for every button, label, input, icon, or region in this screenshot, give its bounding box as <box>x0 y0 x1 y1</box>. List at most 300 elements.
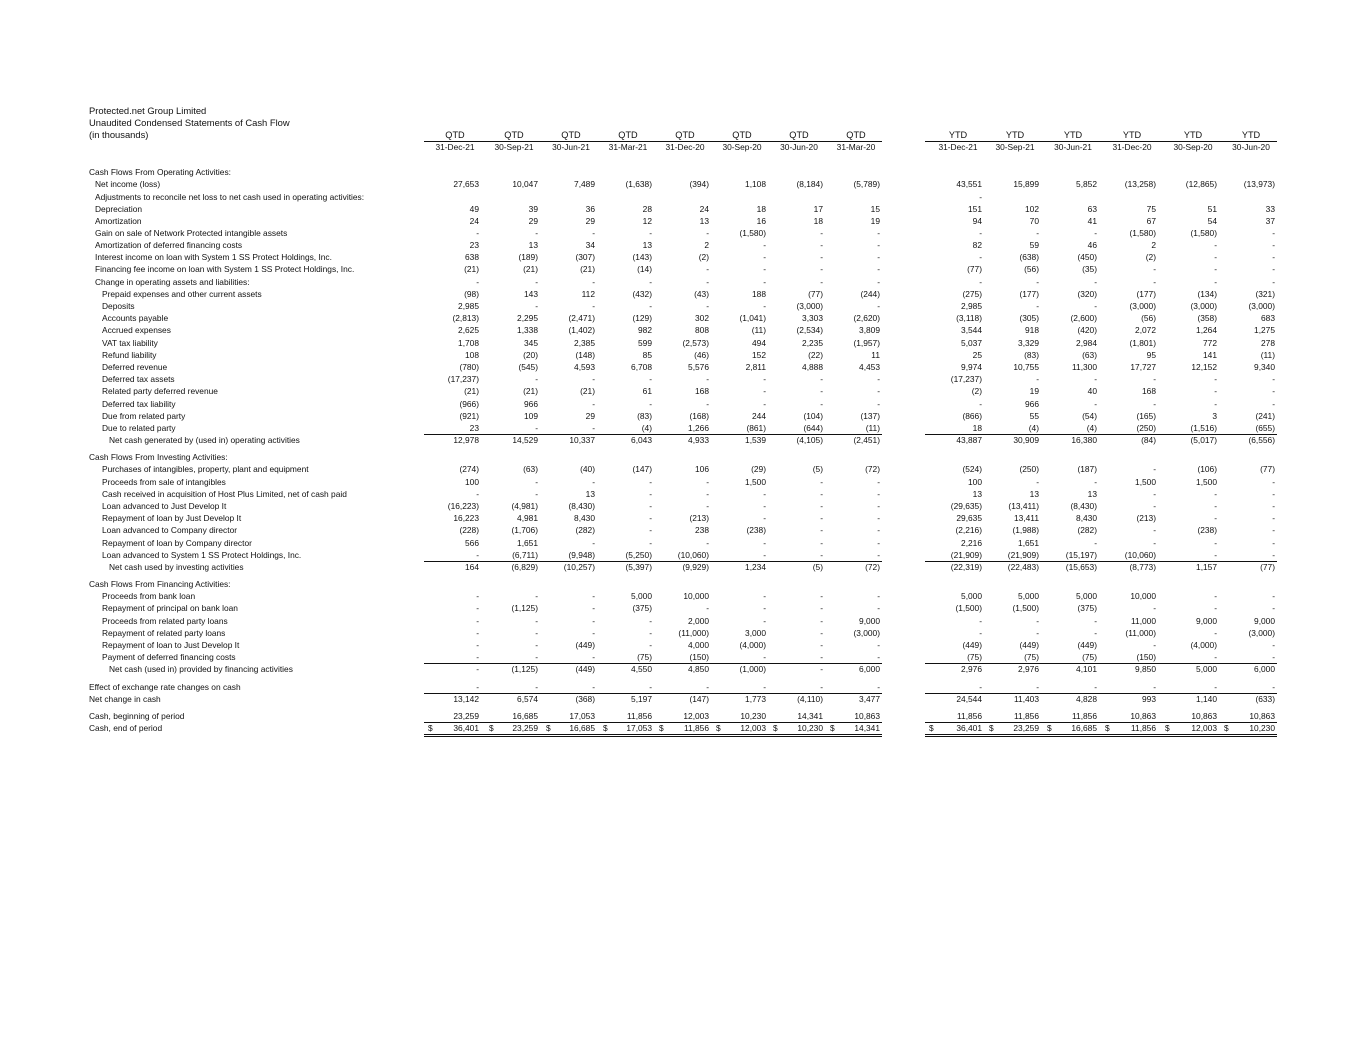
ytd-value: - <box>1272 640 1275 650</box>
ytd-value: 9,000 <box>1196 616 1217 626</box>
ytd-value: 33 <box>1265 204 1275 214</box>
ytd-value: - <box>1153 538 1156 548</box>
row-label: Payment of deferred financing costs <box>102 652 236 662</box>
qtd-value: (545) <box>518 362 538 372</box>
qtd-value: 10,337 <box>569 435 595 445</box>
qtd-value: - <box>706 489 709 499</box>
units-note: (in thousands) <box>89 129 149 140</box>
currency-symbol: $ <box>989 723 994 733</box>
qtd-value: 14,529 <box>512 435 538 445</box>
qtd-value: - <box>476 664 479 674</box>
ytd-value: 2 <box>1151 240 1156 250</box>
ytd-value: - <box>1094 399 1097 409</box>
qtd-value: (921) <box>459 411 479 421</box>
qtd-value: - <box>535 652 538 662</box>
ytd-value: 30,909 <box>1013 435 1039 445</box>
qtd-value: - <box>535 301 538 311</box>
ytd-value: (3,000) <box>1248 301 1275 311</box>
qtd-value: - <box>763 240 766 250</box>
qtd-value: - <box>877 264 880 274</box>
ytd-value: - <box>1272 682 1275 692</box>
qtd-value: - <box>649 399 652 409</box>
row-label: Repayment of principal on bank loan <box>102 603 238 613</box>
qtd-value: - <box>592 603 595 613</box>
qtd-value: 2,235 <box>802 338 823 348</box>
ytd-value: - <box>1272 228 1275 238</box>
ytd-value: (13,258) <box>1124 179 1156 189</box>
qtd-value: 3,477 <box>859 694 880 704</box>
currency-symbol: $ <box>1165 723 1170 733</box>
ytd-value: - <box>1272 264 1275 274</box>
ytd-value: (177) <box>1136 289 1156 299</box>
qtd-value: (780) <box>459 362 479 372</box>
ytd-value: - <box>1153 525 1156 535</box>
qtd-value: (213) <box>689 513 709 523</box>
ytd-value: 918 <box>1025 325 1039 335</box>
qtd-value: 12,978 <box>453 435 479 445</box>
qtd-value: - <box>763 489 766 499</box>
ytd-value: (4,000) <box>1190 640 1217 650</box>
qtd-value: - <box>877 603 880 613</box>
ytd-value: (54) <box>1082 411 1097 421</box>
total-rule-qtd <box>424 734 882 735</box>
ytd-value: - <box>1094 301 1097 311</box>
qtd-value: (282) <box>575 525 595 535</box>
qtd-value: 1,708 <box>458 338 479 348</box>
ytd-value: 11,856 <box>1131 723 1156 733</box>
row-label: Change in operating assets and liabilities: <box>95 277 250 287</box>
qtd-value: - <box>706 228 709 238</box>
qtd-value: 17,053 <box>569 711 595 721</box>
ytd-value: 25 <box>972 350 982 360</box>
ytd-value: 24,544 <box>956 694 982 704</box>
ytd-value: 1,500 <box>1196 477 1217 487</box>
qtd-value: (137) <box>860 411 880 421</box>
qtd-value: - <box>877 228 880 238</box>
ytd-value: (4) <box>1086 423 1097 433</box>
ytd-value: - <box>1272 591 1275 601</box>
qtd-value: 24 <box>699 204 709 214</box>
ytd-value: - <box>1094 628 1097 638</box>
row-label: Due to related party <box>102 423 176 433</box>
ytd-value: 13 <box>1029 489 1039 499</box>
qtd-value: 36 <box>585 204 595 214</box>
qtd-value: - <box>763 301 766 311</box>
row-label: Amortization of deferred financing costs <box>95 240 243 250</box>
ytd-value: - <box>1272 501 1275 511</box>
qtd-value: - <box>535 682 538 692</box>
qtd-value: 6,574 <box>517 694 538 704</box>
ytd-value: - <box>1214 603 1217 613</box>
ytd-value: - <box>1272 240 1275 250</box>
qtd-value: - <box>763 603 766 613</box>
ytd-value: (358) <box>1197 313 1217 323</box>
qtd-value: - <box>706 399 709 409</box>
qtd-value: - <box>820 513 823 523</box>
qtd-value: - <box>763 652 766 662</box>
ytd-value: (524) <box>962 464 982 474</box>
qtd-value: - <box>820 550 823 560</box>
qtd-value: - <box>649 374 652 384</box>
qtd-value: (11) <box>865 423 880 433</box>
ytd-value: (77) <box>1260 464 1275 474</box>
qtd-header: QTD <box>445 130 465 140</box>
qtd-header: QTD <box>504 130 524 140</box>
qtd-value: (17,237) <box>447 374 479 384</box>
ytd-date-header: 30-Jun-20 <box>1232 142 1270 152</box>
ytd-value: - <box>1272 477 1275 487</box>
ytd-value: (320) <box>1077 289 1097 299</box>
qtd-value: - <box>476 277 479 287</box>
qtd-value: 808 <box>695 325 709 335</box>
qtd-value: - <box>476 640 479 650</box>
ytd-value: 43,551 <box>956 179 982 189</box>
qtd-value: - <box>592 591 595 601</box>
ytd-value: 6,000 <box>1254 664 1275 674</box>
ytd-value: - <box>1094 228 1097 238</box>
qtd-value: 2,625 <box>458 325 479 335</box>
qtd-value: - <box>820 277 823 287</box>
qtd-value: - <box>820 525 823 535</box>
ytd-value: 37 <box>1265 216 1275 226</box>
ytd-value: - <box>1214 652 1217 662</box>
qtd-value: 12 <box>642 216 652 226</box>
ytd-header: YTD <box>1005 130 1025 140</box>
ytd-value: 13,411 <box>1014 513 1039 523</box>
qtd-value: 10,000 <box>683 591 709 601</box>
qtd-value: 3,809 <box>859 325 880 335</box>
section-heading: Cash Flows From Financing Activities: <box>89 579 231 589</box>
currency-symbol: $ <box>830 723 835 733</box>
ytd-value: - <box>1153 489 1156 499</box>
ytd-value: - <box>1153 640 1156 650</box>
qtd-value: (5,397) <box>625 562 652 572</box>
row-label: Deferred tax assets <box>102 374 175 384</box>
currency-symbol: $ <box>1105 723 1110 733</box>
row-label: Gain on sale of Network Protected intangible assets <box>95 228 288 238</box>
qtd-date-header: 30-Jun-21 <box>552 142 590 152</box>
row-label: Cash received in acquisition of Host Plus Limited, net of cash paid <box>102 489 347 499</box>
qtd-value: (3,000) <box>796 301 823 311</box>
ytd-value: 18 <box>972 423 982 433</box>
qtd-value: - <box>877 682 880 692</box>
qtd-value: 14,341 <box>797 711 823 721</box>
ytd-header: YTD <box>948 130 968 140</box>
qtd-value: (29) <box>751 464 766 474</box>
ytd-date-header: 31-Dec-21 <box>938 142 978 152</box>
row-label: VAT tax liability <box>102 338 158 348</box>
qtd-value: - <box>706 682 709 692</box>
qtd-value: 638 <box>465 252 479 262</box>
qtd-value: - <box>877 477 880 487</box>
qtd-value: 29 <box>585 411 595 421</box>
ytd-value: 100 <box>968 477 982 487</box>
ytd-value: (13,973) <box>1243 179 1275 189</box>
ytd-value: - <box>1036 277 1039 287</box>
currency-symbol: $ <box>1224 723 1229 733</box>
qtd-value: - <box>763 277 766 287</box>
qtd-value: (861) <box>746 423 766 433</box>
qtd-value: - <box>706 538 709 548</box>
qtd-value: 4,593 <box>574 362 595 372</box>
ytd-value: (165) <box>1136 411 1156 421</box>
ytd-value: (106) <box>1197 464 1217 474</box>
ytd-value: 59 <box>1029 240 1039 250</box>
ytd-value: - <box>1094 682 1097 692</box>
ytd-value: (238) <box>1197 525 1217 535</box>
qtd-header: QTD <box>846 130 866 140</box>
qtd-value: - <box>535 374 538 384</box>
ytd-value: - <box>1214 252 1217 262</box>
qtd-header: QTD <box>789 130 809 140</box>
qtd-value: (40) <box>580 464 595 474</box>
qtd-value: (1,041) <box>739 313 766 323</box>
ytd-value: (449) <box>1019 640 1039 650</box>
qtd-value: - <box>877 240 880 250</box>
ytd-value: 94 <box>972 216 982 226</box>
qtd-value: (1,638) <box>625 179 652 189</box>
qtd-value: - <box>877 399 880 409</box>
ytd-value: (1,516) <box>1190 423 1217 433</box>
qtd-value: (46) <box>694 350 709 360</box>
qtd-value: 13 <box>585 489 595 499</box>
ytd-value: 2,976 <box>1018 664 1039 674</box>
qtd-value: 10,230 <box>797 723 823 733</box>
ytd-value: (449) <box>1077 640 1097 650</box>
qtd-value: 24 <box>469 216 479 226</box>
ytd-value: - <box>1272 399 1275 409</box>
ytd-value: (2) <box>971 386 982 396</box>
ytd-value: (2) <box>1145 252 1156 262</box>
row-label: Refund liability <box>102 350 157 360</box>
qtd-value: (6,829) <box>511 562 538 572</box>
ytd-value: 19 <box>1029 386 1039 396</box>
qtd-value: 4,888 <box>802 362 823 372</box>
qtd-value: 4,933 <box>688 435 709 445</box>
qtd-value: - <box>706 277 709 287</box>
ytd-header: YTD <box>1183 130 1203 140</box>
currency-symbol: $ <box>716 723 721 733</box>
ytd-value: (3,118) <box>956 313 982 323</box>
qtd-value: 1,651 <box>517 538 538 548</box>
ytd-value: - <box>1214 489 1217 499</box>
ytd-value: (8,773) <box>1129 562 1156 572</box>
ytd-value: 2,985 <box>961 301 982 311</box>
ytd-value: 10,230 <box>1249 723 1275 733</box>
qtd-value: 982 <box>638 325 652 335</box>
ytd-value: (2,216) <box>955 525 982 535</box>
qtd-value: - <box>706 301 709 311</box>
qtd-value: - <box>763 616 766 626</box>
qtd-value: 4,850 <box>688 664 709 674</box>
ytd-value: - <box>1036 682 1039 692</box>
ytd-value: 141 <box>1203 350 1217 360</box>
ytd-value: (3,000) <box>1129 301 1156 311</box>
qtd-value: - <box>706 374 709 384</box>
ytd-value: (12,865) <box>1185 179 1217 189</box>
qtd-value: 16,685 <box>512 711 538 721</box>
qtd-value: - <box>476 682 479 692</box>
ytd-value: - <box>1036 477 1039 487</box>
ytd-value: 151 <box>968 204 982 214</box>
ytd-value: 63 <box>1087 204 1097 214</box>
qtd-value: - <box>476 628 479 638</box>
ytd-value: (4) <box>1028 423 1039 433</box>
qtd-value: - <box>763 513 766 523</box>
qtd-value: (449) <box>575 640 595 650</box>
ytd-value: 70 <box>1029 216 1039 226</box>
ytd-value: - <box>1214 501 1217 511</box>
qtd-value: 8,430 <box>574 513 595 523</box>
qtd-value: (307) <box>575 252 595 262</box>
qtd-value: - <box>820 240 823 250</box>
qtd-value: - <box>476 603 479 613</box>
qtd-value: (2) <box>698 252 709 262</box>
qtd-value: (21) <box>464 264 479 274</box>
qtd-value: - <box>820 501 823 511</box>
ytd-value: (150) <box>1136 652 1156 662</box>
ytd-value: (15,197) <box>1065 550 1097 560</box>
qtd-value: - <box>592 228 595 238</box>
qtd-value: 143 <box>524 289 538 299</box>
row-label: Repayment of loan to Just Develop It <box>102 640 240 650</box>
ytd-value: - <box>1214 264 1217 274</box>
qtd-value: - <box>877 591 880 601</box>
row-label: Amortization <box>95 216 142 226</box>
qtd-value: - <box>706 501 709 511</box>
ytd-header: YTD <box>1063 130 1083 140</box>
qtd-value: (2,534) <box>796 325 823 335</box>
header-rule-ytd <box>925 141 1277 142</box>
qtd-value: (1,000) <box>739 664 766 674</box>
qtd-value: (4,000) <box>739 640 766 650</box>
currency-symbol: $ <box>489 723 494 733</box>
ytd-value: (321) <box>1255 289 1275 299</box>
ytd-value: (11,000) <box>1125 628 1156 638</box>
qtd-value: - <box>820 628 823 638</box>
qtd-value: (8,184) <box>796 179 823 189</box>
qtd-value: - <box>820 489 823 499</box>
ytd-value: - <box>1214 550 1217 560</box>
qtd-value: 12,003 <box>683 711 709 721</box>
ytd-value: - <box>979 628 982 638</box>
ytd-value: - <box>979 277 982 287</box>
ytd-value: 16,380 <box>1071 435 1097 445</box>
ytd-value: (15,653) <box>1065 562 1097 572</box>
ytd-value: (275) <box>962 289 982 299</box>
ytd-value: 29,635 <box>956 513 982 523</box>
ytd-value: 2,072 <box>1135 325 1156 335</box>
total-rule-ytd <box>925 734 1277 735</box>
currency-symbol: $ <box>428 723 433 733</box>
ytd-value: - <box>1214 591 1217 601</box>
qtd-value: (1,706) <box>511 525 538 535</box>
ytd-value: 2,984 <box>1076 338 1097 348</box>
section-heading: Cash Flows From Investing Activities: <box>89 452 228 462</box>
qtd-value: 49 <box>469 204 479 214</box>
qtd-value: 39 <box>528 204 538 214</box>
currency-symbol: $ <box>929 723 934 733</box>
ytd-value: (241) <box>1255 411 1275 421</box>
currency-symbol: $ <box>603 723 608 733</box>
ytd-value: - <box>1272 277 1275 287</box>
ytd-value: 102 <box>1025 204 1039 214</box>
ytd-value: (1,988) <box>1012 525 1039 535</box>
ytd-value: - <box>1094 277 1097 287</box>
qtd-value: - <box>820 616 823 626</box>
qtd-value: (21) <box>580 264 595 274</box>
ytd-value: 95 <box>1146 350 1156 360</box>
ytd-value: (21,909) <box>1007 550 1039 560</box>
qtd-value: 1,234 <box>745 562 766 572</box>
qtd-value: 19 <box>870 216 880 226</box>
qtd-value: 23,259 <box>512 723 538 733</box>
qtd-value: 2 <box>704 240 709 250</box>
qtd-value: (72) <box>865 562 880 572</box>
qtd-value: - <box>877 525 880 535</box>
ytd-value: 11,856 <box>1014 711 1039 721</box>
qtd-value: 1,500 <box>745 477 766 487</box>
qtd-value: (20) <box>523 350 538 360</box>
qtd-value: - <box>476 489 479 499</box>
qtd-value: 10,047 <box>512 179 538 189</box>
ytd-value: 11,403 <box>1014 694 1039 704</box>
ytd-value: - <box>1214 399 1217 409</box>
qtd-value: (644) <box>803 423 823 433</box>
qtd-value: 244 <box>752 411 766 421</box>
ytd-value: - <box>1153 501 1156 511</box>
ytd-value: 11,000 <box>1131 616 1156 626</box>
row-label: Related party deferred revenue <box>102 386 218 396</box>
ytd-date-header: 30-Sep-21 <box>995 142 1035 152</box>
ytd-value: 43,887 <box>956 435 982 445</box>
qtd-value: - <box>877 501 880 511</box>
qtd-value: (274) <box>459 464 479 474</box>
ytd-value: 2,976 <box>961 664 982 674</box>
qtd-value: - <box>535 591 538 601</box>
qtd-value: - <box>820 374 823 384</box>
ytd-value: 11,856 <box>1072 711 1097 721</box>
qtd-value: 1,773 <box>745 694 766 704</box>
qtd-value: - <box>649 301 652 311</box>
ytd-value: (1,500) <box>1012 603 1039 613</box>
qtd-value: - <box>649 682 652 692</box>
ytd-value: (5,017) <box>1190 435 1217 445</box>
qtd-value: - <box>476 591 479 601</box>
row-label: Adjustments to reconcile net loss to net cash used in operating activities: <box>95 192 365 202</box>
ytd-value: (375) <box>1077 603 1097 613</box>
ytd-value: - <box>1153 399 1156 409</box>
qtd-header: QTD <box>561 130 581 140</box>
qtd-date-header: 30-Sep-20 <box>722 142 762 152</box>
ytd-value: - <box>1153 464 1156 474</box>
qtd-value: (966) <box>459 399 479 409</box>
qtd-value: 112 <box>581 289 595 299</box>
row-label: Deferred revenue <box>102 362 168 372</box>
qtd-value: 18 <box>756 204 766 214</box>
qtd-value: - <box>649 628 652 638</box>
total-rule-ytd-2 <box>925 736 1277 737</box>
ytd-value: - <box>979 192 982 202</box>
qtd-value: - <box>706 603 709 613</box>
ytd-value: 772 <box>1203 338 1217 348</box>
qtd-value: 18 <box>813 216 823 226</box>
row-label: Proceeds from related party loans <box>102 616 228 626</box>
ytd-value: 36,401 <box>956 723 982 733</box>
ytd-header: YTD <box>1122 130 1142 140</box>
ytd-value: - <box>1036 228 1039 238</box>
ytd-value: 3,544 <box>961 325 982 335</box>
